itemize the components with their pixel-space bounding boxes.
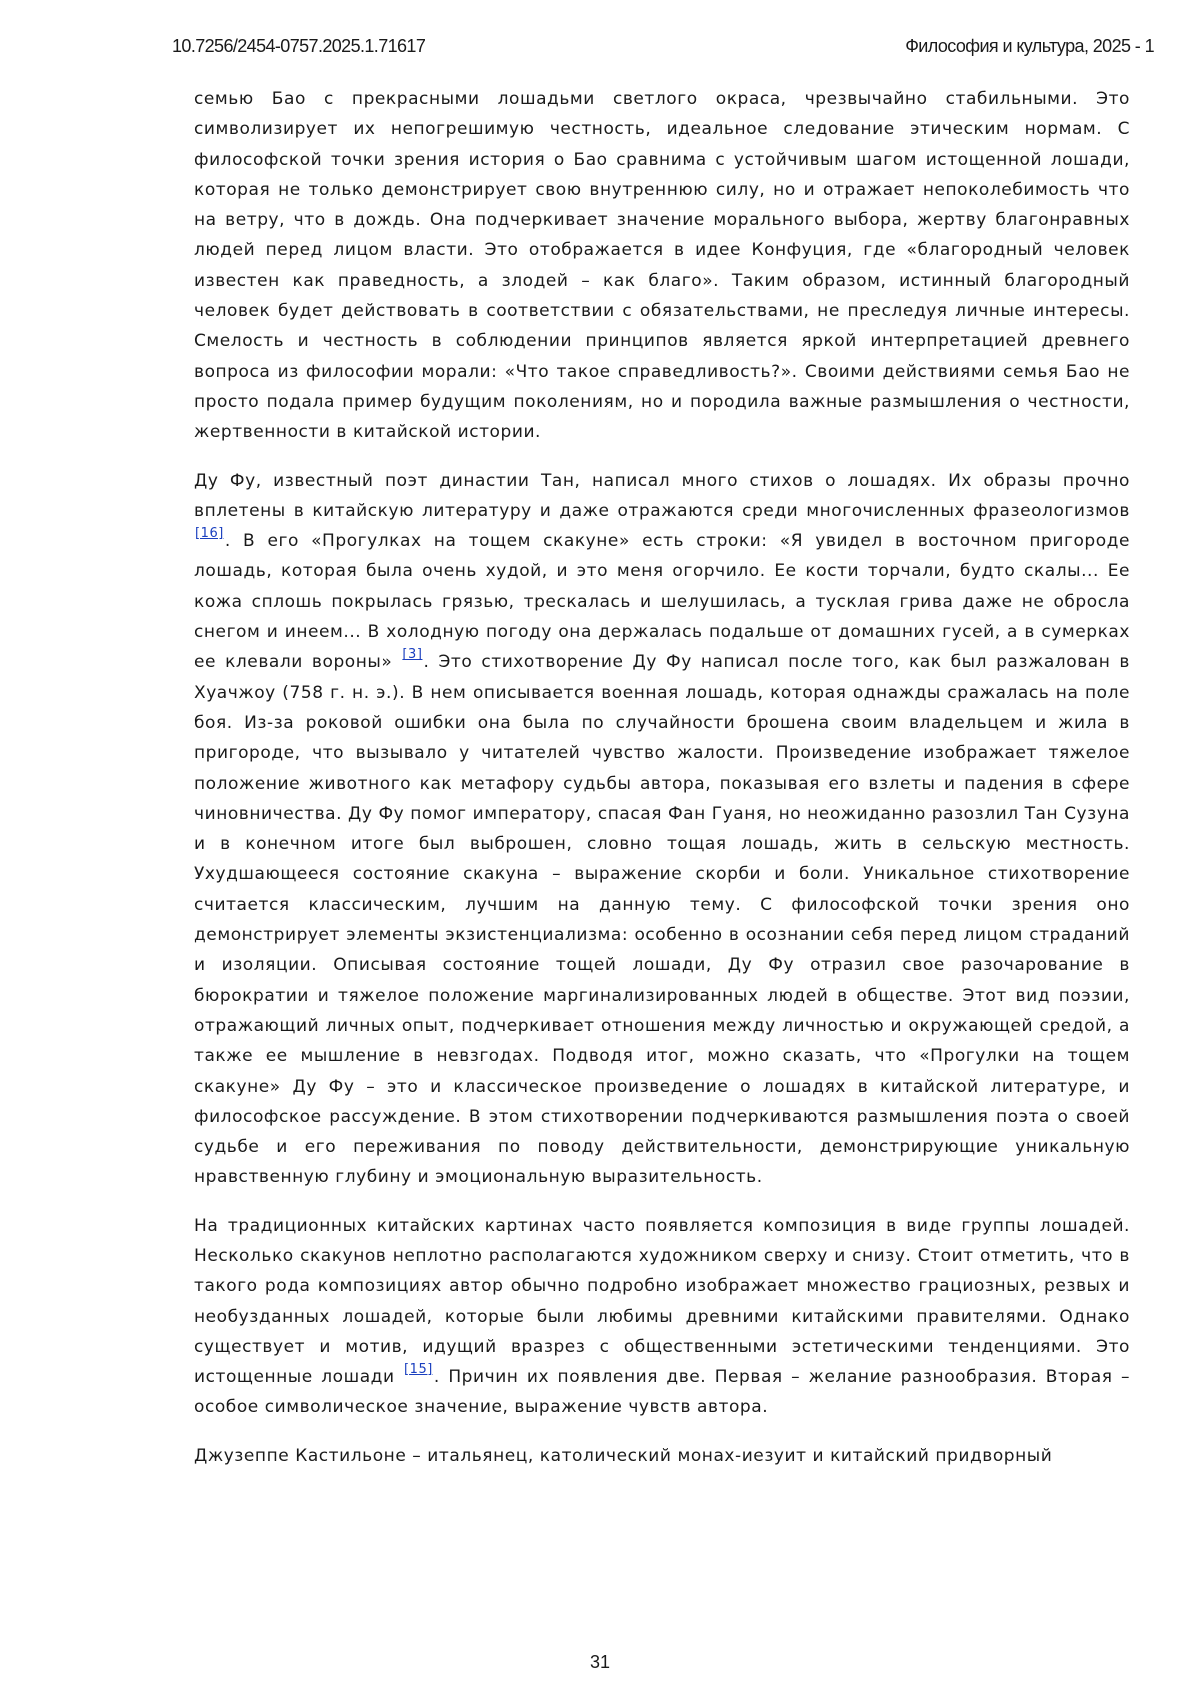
paragraph-text: . Это стихотворение Ду Фу написал после того, как был разжалован в Хуачжоу (758 г. н. э.). В нем описывается военная лошадь, которая однажды сражалась на поле боя. Из-за роковой ошибки она была по случайности брошена своим владельцем и жила в пригороде, что вызывало у читателей чувство жалости. Произведение изображает тяжелое положение животного как метафору судьбы автора, показывая его взлеты и падения в сфере чиновничества. Ду Фу помог императору, спасая Фан Гуаня, но неожиданно разозлил Тан Сузуна и в конечном итоге был выброшен, словно тощая лошадь, жить в сельскую местность. Ухудшающееся состояние скакуна – выражение скорби и боли. Уникальное стихотворение считается классическим, лучшим на данную тему. С философской точки зрения оно демонстрирует элементы экзистенциализма: особенно в осознании себя перед лицом страданий и изоляции. Описывая состояние тощей лошади, Ду Фу отразил свое разочарование в бюрократии и тяжелое положение маргинализированных людей в обществе. Этот вид поэзии, отражающий личных опыт, подчеркивает отношения между личностью и окружающей средой, а также ее мышление в невзгодах. Подводя итог, можно сказать, что «Прогулки на тощем скакуне» Ду Фу – это и классическое произведение о лошадях в китайской литературе, и философское рассуждение. В этом стихотворении подчеркиваются размышления поэта о своей судьбе и его переживания по поводу действительности, демонстрирующие уникальную нравственную глубину и эмоциональную выразительность. <box>194 652 1131 1188</box>
article-body <box>194 84 1130 1489</box>
page-number: 31 <box>589 1652 611 1672</box>
paragraph-text: . Причин их появления две. Первая – желание разнообразия. Вторая – особое символическое значение, выражение чувств автора. <box>194 1367 1130 1418</box>
journal-label: Философия и культура, 2025 - 1 <box>905 36 1154 56</box>
paragraph-text: . В его «Прогулках на тощем скакуне» есть строки: «Я увидел в восточном пригороде лошадь, которая была очень худой, и это меня огорчило. Ее кости торчали, будто скалы... Ее кожа сплошь покрылась грязью, трескалась и шелушилась, а тусклая грива даже не обросла снегом и инеем... В холодную погоду она держалась подальше от домашних гусей, а в сумерках ее клевали вороны» <box>194 531 1130 673</box>
citation-link-16[interactable]: [16] <box>195 526 224 542</box>
paragraph-2 <box>194 466 1130 1193</box>
paragraph-text: Джузеппе Кастильоне – итальянец, католический монах-иезуит и китайский придворный <box>194 1445 1053 1466</box>
citation-link-3[interactable]: [3] <box>402 647 423 663</box>
paragraph-text: Ду Фу, известный поэт династии Тан, написал много стихов о лошадях. Их образы прочно вплетены в китайскую литературу и даже отражаются среди многочисленных фразеологизмов <box>194 470 1130 521</box>
citation-link-15[interactable]: [15] <box>404 1362 433 1378</box>
paragraph-1 <box>194 84 1130 448</box>
paragraph-4 <box>194 1441 1130 1471</box>
paragraph-3 <box>194 1211 1130 1423</box>
paragraph-text: На традиционных китайских картинах часто появляется композиция в виде группы лошадей. Несколько скакунов неплотно располагаются художником сверху и снизу. Стоит отметить, что в такого рода композициях автор обычно подробно изображает множество грациозных, резвых и необузданных лошадей, которые были любимы древними китайскими правителями. Однако существует и мотив, идущий вразрез с общественными эстетическими тенденциями. Это истощенные лошади <box>194 1215 1130 1388</box>
paragraph-text: семью Бао с прекрасными лошадьми светлого окраса, чрезвычайно стабильными. Это символизирует их непогрешимую честность, идеальное следование этическим нормам. С философской точки зрения история о Бао сравнима с устойчивым шагом истощенной лошади, которая не только демонстрирует свою внутреннюю силу, но и отражает непоколебимость что на ветру, что в дождь. Она подчеркивает значение морального выбора, жертву благонравных людей перед лицом власти. Это отображается в идее Конфуция, где «благородный человек известен как праведность, а злодей – как благо». Таким образом, истинный благородный человек будет действовать в соответствии с обязательствами, не преследуя личные интересы. Смелость и честность в соблюдении принципов является яркой интерпретацией древнего вопроса из философии морали: «Что такое справедливость?». Своими действиями семья Бао не просто подала пример будущим поколениям, но и породила важные размышления о честности, жертвенности в китайской истории. <box>194 89 1130 443</box>
doi-label: 10.7256/2454-0757.2025.1.71617 <box>172 36 426 56</box>
running-header <box>172 36 1154 60</box>
